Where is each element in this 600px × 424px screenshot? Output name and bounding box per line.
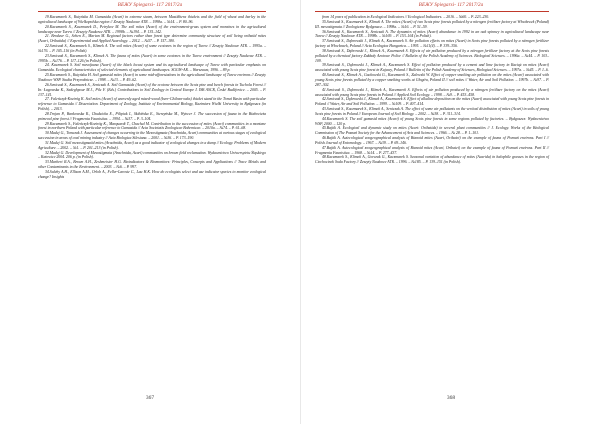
reference-item: 32.Madej G. Development of Mesostigmata (Arachnida, Acari) communities on brown field reclamation. Wydawnictwo Uniwersytetu Śląskiego – Katowice 2004. 206 p. (in Polish). [38, 150, 266, 160]
reference-item: 39.Seniczak S., Dąbrowski J., Klimek A., Kaczmarek S. Effect of pollution produced by a cement and lime factory in Raciąż on mites (Acari) associated with young Scots pine forest in Kujawy, Poland // Bulletin of the Polish Academy of Sciences, Biological Sciences. – 1997a. – №45. – P. 1–6. [315, 63, 549, 73]
page-number: 368 [446, 395, 456, 401]
reference-item: 22.Seniczak S., Kaczmarek S., Klimek A. The soil mites (Acari) of some ecotones in the region of Turew // Zeszyty Naukowe ATR. – 1995a. – №176. – P. 105–116 (in Polish). [38, 44, 266, 53]
reference-item: 41.Seniczak S., Dąbrowski J., Klimek A., Kaczmarek S. Effects of air pollution produced by a nitrogen fertilizer factory on the mites (Acari) associated with young Scots pine forests in Poland // Applied Soil Ecology. – 1998. – №9. – P. 453–458. [315, 87, 549, 97]
reference-item: 45.Bajtik A. Ecological and dynamic study on mites (Acari: Oribatida) in several plant communities // J. Ecology. Works of the Biological Commission of The Poznań Society for the Advancement of Arts and Sciences. – 1966. – № 28. – P. 1–101. [315, 126, 549, 136]
right-page [300, 0, 600, 424]
reference-item: 19.Kaczmarek S., Rutyńska M. Gamasida (Acari) in extreme steam, between Mastikhera thickets and the field of wheat and barley in the agricultural landscape of Wielkopolska region // Zeszyty Naukowe ATR. – 1998a. – №14. – P. 80–96. [38, 15, 266, 24]
reference-item: 31.Madej G. Soil mesostigmatid mites (Arachnida, Acari) as a good indicator of ecological changes in a dump // Ecology. Problems of Modern Agriculture. – 2002. – №1. – P. 201–213 (in Polish). [38, 140, 266, 150]
reference-item: 40.Seniczak S., Klimek A., Gackowski G., Kaczmarek S., Zalewski W. Effect of copper smelting air pollution on the mites (Acari) associated with young Scots pine forests polluted by a copper smelting works at Głogów, Poland II // soil mites // Water, Air and Soil Pollution. – 1997b. – №97. – P. 287–302. [315, 73, 549, 87]
reference-item: 27. Faleńczyk-Koziróg K. Soil mites (Acari) of unevenly aged mixed-wood (beer-Chilean-oaks) thicket stand in the Toruń Basin with particular reference to Gamasida // Dissertation. Department of Zoology, Institute of Environmental Biology, Kazimierz Wielki University in Bydgoszcz (in Polish). – 2013. [38, 97, 266, 112]
reference-item: 37.Seniczak S., Dąbrowski J., Klimek A., Kaczmarek S. Air pollution effects on mites (Acari) in Scots pine forests polluted by a nitrogen fertilizer factory at Włocławek, Poland // Acta Ecologica Hungarica. – 1995. – №11(4). – P. 339–356. [315, 39, 549, 49]
reference-item: 46.Bajtik A. Autecological zoogeographical analysis of Bianoid mites (Acari, Oribatei) on the example of fauna of Poznań environs. Part I // Polish Journal of Entomology. – 1967. – №39. – P. 69–146. [315, 136, 549, 145]
reference-item: 29.Kaczmarek S., Faleńczyk-Koziróg K., Marquardt T., Chachul M. Contribution to the succession of mites (Acari) communities in a montane forest in northern Poland with particular reference to Gamasida // Acta Societatis Zoologicae Bohemicae. – 2010a. – №74. – P. 61–68. [38, 121, 266, 131]
reference-item: 30.Madej G., Tomczak J. Assessment of changes occurring in the Mesostigmata (Arachnida, Acari) communities at various stages of ecological succession in areas of coal mining industry // Acta Biologica Silesiana. – 2001. – №36. – P. 173–190. [38, 131, 266, 141]
page-number: 367 [145, 395, 155, 401]
reference-list [38, 15, 266, 180]
running-header: ВЕЖУ Spiegarsi- 117 2017/2a [117, 3, 183, 8]
reference-item: 20.Kaczmarek S., Kaczmarek D., Petrykov M. The soil mites (Acari) of the environment-grass system and moraines in the agricultural landscape near Turew // Zeszyty Naukowe ATR. – 1998b. – №194. – P. 135–142. [38, 24, 266, 34]
reference-item: 35.Seniczak S., Kaczmarek S., Klimek A. The mites (Acari) of two Scots pine forests polluted by a nitrogen fertilizer factory at Włocławek (Poland) III. mesostigmata // Zoologiczne Bydgoszcz. – 1998a. – №16. – P. 51–59. [315, 19, 549, 29]
reference-list [315, 15, 549, 165]
reference-item: 43.Seniczak S., Kaczmarek S., Klimek A., Seniczak A. The effect of some air pollutants on the vertical distribution of mites (Acari) in soils of young Scots pine forests in Poland // European Journal of Soil Biology. – 2002. – №38. – P. 311–314. [315, 107, 549, 116]
reference-item: 36.Seniczak S., Kaczmarek S., Seniczak A. The dynamics of mites (Acari) abundance in 1992 in an oak spinney in agricultural landscape near Turew // Zeszyty Naukowe ATR. – 1998b. – №169. – P. 153–164 (in Polish). [315, 29, 549, 39]
reference-item: 21. Brodeur G., Sehen E., Marian M. Regional factors rather than forest type determine community structure of soil living oribatid mites (Acari, Oribatida) // Experimental and Applied Acarology. – 2012. – №57. – P. 157–180. [38, 34, 266, 44]
running-header: ВЕЖУ Spiegarsi- 117 2017/2a [418, 3, 484, 8]
reference-item: 33.Marbert R.A., Brown A.H., Zesbmeister H.G. Bioindicators & Biomonitors: Principles, Concepts and Applications // Trace Metals and other Contaminants in the Environment. – 2003. – №6. – P. 997. [38, 160, 266, 170]
reference-item: from 14 years of publication in Ecological Indicators // Ecological Indicators. – 2016. – №60. – P. 223–230. [322, 15, 490, 19]
reference-item: 34.Salehy A.H., Ellison A.M., Orlob A., Feller-Laroste C., Lau H.K. How do ecologists select and use indicator species to monitor ecological change? Insights [38, 170, 266, 179]
reference-item: 24. Kaczmarek S. Soil mesofauna (Acari) of the black locust system and its agricultural landscape of Turew with particular emphasis on Gamasida. Ecological characteristics of selected elements of agricultural landscapes. SGGW-AR. – Warszawa, 1996. – 89 p. [38, 63, 266, 73]
reference-item: 38.Seniczak S., Dąbrowski J., Klimek A., Kaczmarek S. Effects of air pollution produced by a nitrogen fertilizer factory at the Scots pine forests polluted by a chemical factory Zakłady Azotowe Police // Bulletin of the Polish Academy of Sciences. Biological Sciences. – 1996a. – №44. – P. 103–109. [315, 48, 549, 63]
reference-item: 42.Seniczak S., Dąbrowski J., Klimek A., Kaczmarek S. Effect of alkaline deposition on the mites (Acari) associated with young Scots pine forests in Poland // Water, Air and Soil Pollution. – 1999. – №109. – P. 407–414. [315, 97, 549, 107]
reference-item: 26.Seniczak S., Kaczmarek S., Seniczak A. Soil Gamasida (Acari) of the ecotone between the Scots pine and beech forests in Tuchola Forest // In: Łagowska K., Sadeghpour M.J., Pilc F. (Eds.) Contributions to Soil Zoology in Central Europe I. ISB ASCR, České Budějovice. – 2005. – P. 137–141. [38, 82, 266, 97]
reference-item: 48.Kaczmarek S., Klimek A., Gorczak G., Kaczmarek S. Seasonal variation of abundance of mites (Acarida) in halophile grasses in the region of Ciechocinek Soda Factory // Zeszyty Naukowe ATR. – 1996. – №185. – P. 139–151 (in Polish). [315, 155, 549, 165]
reference-item: 28.Trojan P., Bankowska R., Chudzicka E., Pilipiuk I., Skibińska E., Sterzyńska M., Wytwer J. The succession of fauna in the Białowieża primeval pine forest // Fragmenta Faunistica. – 1994. – №37. – P. 3–104. [38, 111, 266, 121]
header-rule [315, 11, 549, 12]
header-rule [38, 11, 266, 12]
reference-item: 44.Kaczmarek S. The soil gamasid mites (Acari) of young Scots pine forests in some regions polluted by factories. – Bydgoszcz: Wydawnictwo WSP, 2000. – 120 p. [315, 116, 549, 126]
reference-item: 47.Bajtik A. Autecological zoogeographical analysis of Bianoid mites (Acari, Oribatei) on the example of fauna of Poznań environs. Part II // Fragmenta Faunistica. – 1968. – №14. – P. 277–437. [315, 145, 549, 155]
reference-item: 25.Kaczmarek S., Rutyńska H. Soil gamasid mites (Acari) in some mid-afforestations in the agricultural landscape of Turew environs // Zeszyty Naukowe WSP. Studia Przyrodnicze. – 1998. – №13. – P. 49–62. [38, 73, 266, 82]
reference-item: 23.Seniczak S., Kaczmarek S., Klimek A. The fauna of mites (Acari) in some ecotones in the Turew environment // Zeszyty Naukowe ATR. – 1995b. – №176. – P. 117–126 (in Polish). [38, 53, 266, 63]
